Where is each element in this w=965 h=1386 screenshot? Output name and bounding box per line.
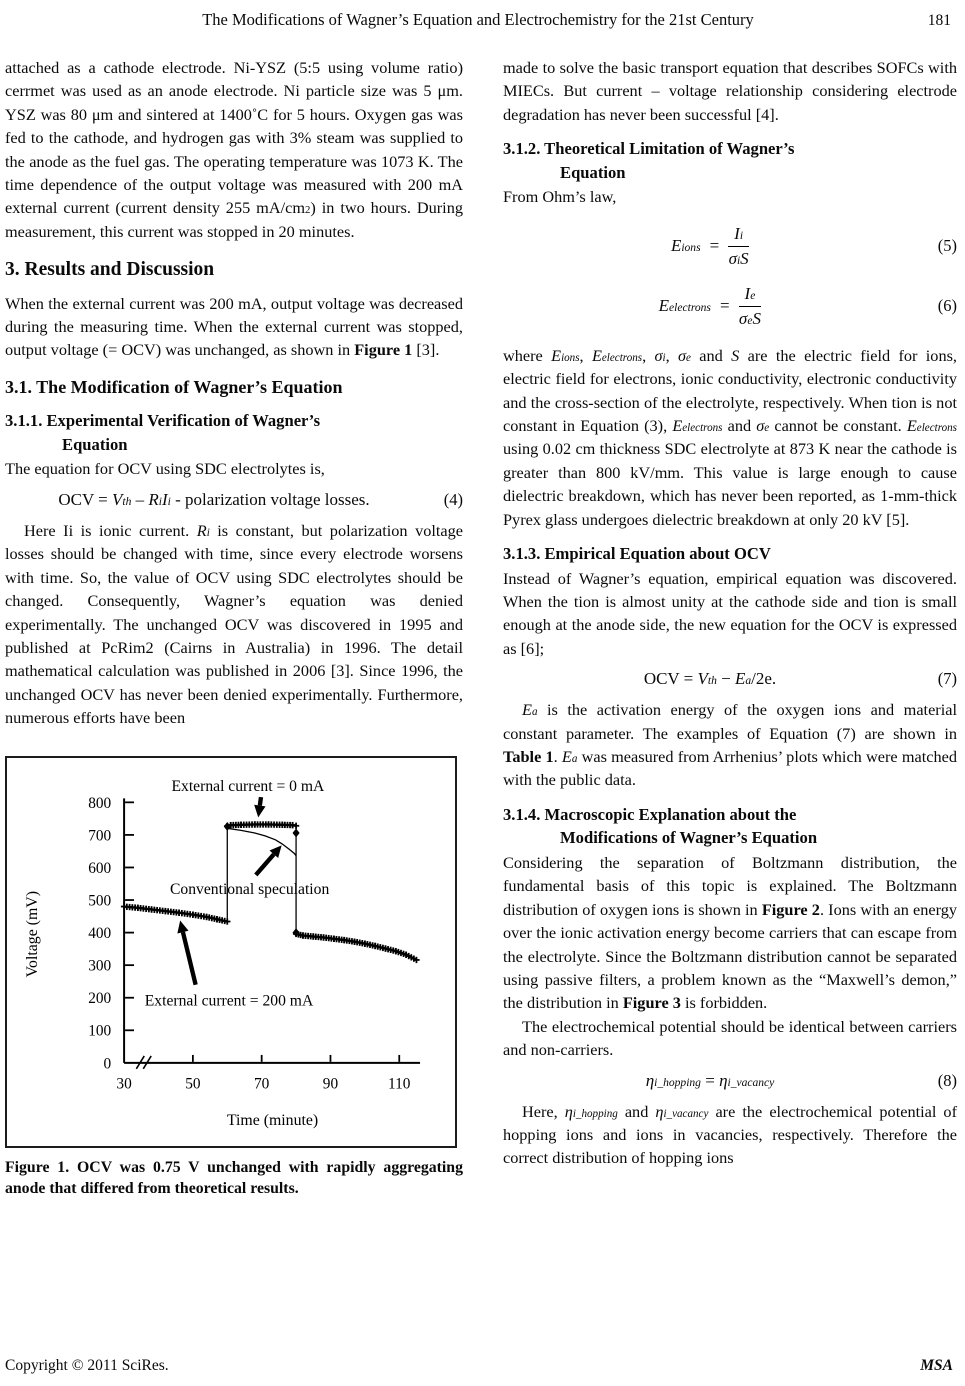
- svg-text:External current = 0 mA: External current = 0 mA: [171, 777, 325, 795]
- body-paragraph: where Eions, Eelectrons, σi, σe and S are the electric field for ions, electric field for electrons, ionic conductivity, electronic conductivity and the cross-section of the electrolyte, respectively. When tion is not constant in Equation (3), Eelectrons and σe cannot be constant. Eelectrons using 0.02 cm thickness SDC electrolyte at 873 K near the cathode is greater than 800 kV/mm. This value is large enough to cause dielectric breakdown, which has never been reported, as 1-mm-thick Pyrex glass undergoes dielectric breakdown at only 20 kV [5].: [503, 345, 957, 529]
- body-paragraph: The equation for OCV using SDC electrolytes is,: [5, 459, 325, 479]
- left-column: [5, 56, 463, 1200]
- svg-text:0: 0: [103, 1054, 112, 1072]
- svg-text:300: 300: [88, 957, 112, 975]
- right-column: [503, 56, 957, 1200]
- section-heading-results: 3. Results and Discussion: [5, 259, 215, 281]
- svg-text:Conventional speculation: Conventional speculation: [170, 880, 330, 898]
- svg-text:Voltage (mV): Voltage (mV): [23, 890, 41, 977]
- body-paragraph: The electrochemical potential should be identical between carriers and non-carriers.: [503, 1016, 957, 1060]
- body-paragraph: Instead of Wagner’s equation, empirical equation was discovered. When the tion is almost unity at the cathode side and tion is small enough at the anode side, the new equation for the OCV is expressed as [6];: [503, 568, 957, 658]
- page-title: The Modifications of Wagner’s Equation and Electrochemistry for the 21st Century: [202, 10, 754, 29]
- svg-text:90: 90: [322, 1075, 339, 1093]
- section-heading-empirical-equation: 3.1.3. Empirical Equation about OCV: [503, 544, 771, 563]
- svg-text:Time (minute): Time (minute): [226, 1111, 319, 1129]
- footer-copyright: Copyright © 2011 SciRes.: [5, 1357, 169, 1374]
- equation-number: (4): [443, 489, 463, 509]
- equation-number: (5): [937, 236, 957, 256]
- figure-1-chart: [7, 758, 455, 1146]
- section-heading-theoretical-limitation: 3.1.2. Theoretical Limitation of Wagner’s Equation: [503, 139, 795, 182]
- body-paragraph: Here Ii is ionic current. Ri is constant, but polarization voltage losses should be changed with time, since every electrode worsens with time. So, the value of OCV using SDC electrolytes should be changed. Consequently, Wagner’s equation was denied experimentally. The unchanged OCV was discovered in 1995 and published at PcRim2 (Cairns in Australia) in 1996. The detail mathematical calculation was published in 2006 [3]. Since 1996, the unchanged OCV has never been denied experimentally. Furthermore, numerous efforts have been: [5, 520, 463, 728]
- svg-text:200: 200: [88, 989, 112, 1007]
- body-paragraph: Here, ηi_hopping and ηi_vacancy are the electrochemical potential of hopping ions and ions in vacancies, respectively. Therefore the correct distribution of hopping ions: [503, 1101, 957, 1168]
- two-column-body: [0, 30, 965, 1200]
- body-paragraph: Ea is the activation energy of the oxygen ions and material constant parameter. The examples of Equation (7) are shown in Table 1. Ea was measured from Arrhenius’ plots which were matched with the public data.: [503, 700, 957, 790]
- equation-6: Eelectrons = $\frac{Ie}{\text{σeS}}$ (6): [658, 283, 957, 328]
- section-heading-macroscopic-explanation: 3.1.4. Macroscopic Explanation about the Modifications of Wagner’s Equation: [503, 804, 818, 848]
- equation-5: Eions = $\frac{Ii}{\text{σiS}}$ (5): [670, 223, 957, 268]
- svg-text:800: 800: [88, 794, 112, 812]
- equation-number: (7): [937, 669, 957, 689]
- body-paragraph: From Ohm’s law,: [503, 187, 617, 207]
- svg-text:700: 700: [88, 826, 112, 844]
- svg-text:100: 100: [88, 1022, 112, 1040]
- svg-text:70: 70: [254, 1075, 270, 1093]
- svg-text:110: 110: [388, 1075, 411, 1093]
- journal-abbreviation: MSA: [920, 1357, 953, 1374]
- body-paragraph: made to solve the basic transport equation that describes SOFCs with MIECs. But current – voltage relationship considering electrode degradation has never been successful [4].: [503, 58, 957, 124]
- figure-1: [5, 756, 457, 1148]
- svg-text:External current = 200 mA: External current = 200 mA: [144, 991, 314, 1009]
- svg-text:600: 600: [88, 859, 112, 877]
- equation-number: (8): [937, 1070, 957, 1090]
- svg-text:30: 30: [116, 1075, 132, 1093]
- equation-4: OCV = Vth – RiIi - polarization voltage losses. (4): [58, 489, 463, 509]
- figure-caption: Figure 1. OCV was 0.75 V unchanged with rapidly aggregating anode that differed from theoretical results.: [5, 1158, 463, 1198]
- svg-text:500: 500: [88, 892, 112, 910]
- body-paragraph: When the external current was 200 mA, output voltage was decreased during the measuring time. When the external current was stopped, output voltage (= OCV) was unchanged, as shown in Figure 1 [3].: [5, 293, 463, 360]
- equation-number: (6): [937, 296, 957, 316]
- equation-8: ηi_hopping = ηi_vacancy (8): [645, 1070, 957, 1090]
- page-footer: [5, 1357, 953, 1375]
- page-header: [0, 0, 965, 30]
- svg-text:400: 400: [88, 924, 112, 942]
- equation-7: OCV = Vth − Ea/2e. (7): [643, 669, 957, 689]
- page-number: 181: [927, 12, 951, 29]
- body-paragraph: Considering the separation of Boltzmann distribution, the fundamental basis of this topic is explained. The Boltzmann distribution of oxygen ions is shown in Figure 2. Ions with an energy over the ionic activation energy become carriers that can escape from the electrolyte. Since the Boltzmann distribution cannot be separated using passive filters, a problem known as the “Maxwell’s demon,” the distribution in Figure 3 is forbidden.: [503, 852, 957, 1013]
- svg-text:50: 50: [185, 1075, 201, 1093]
- section-heading-modification: 3.1. The Modification of Wagner’s Equation: [5, 376, 343, 397]
- section-heading-experimental-verification: 3.1.1. Experimental Verification of Wagner’s Equation: [5, 411, 321, 454]
- body-paragraph: attached as a cathode electrode. Ni-YSZ (5:5 using volume ratio) cerrmet was used as an anode electrode. Ni particle size was 5 μm. YSZ was 80 μm and sintered at 1400˚C for 5 hours. Oxygen gas was fed to the cathode, and hydrogen gas with 3% steam was supplied to the anode as the fuel gas. The operating temperature was 1073 K. The time dependence of the output voltage was measured with 200 mA external current (current density 255 $mA/cm^2$) in two hours. During measurement, this current was stopped in 20 minutes.: [5, 58, 463, 241]
